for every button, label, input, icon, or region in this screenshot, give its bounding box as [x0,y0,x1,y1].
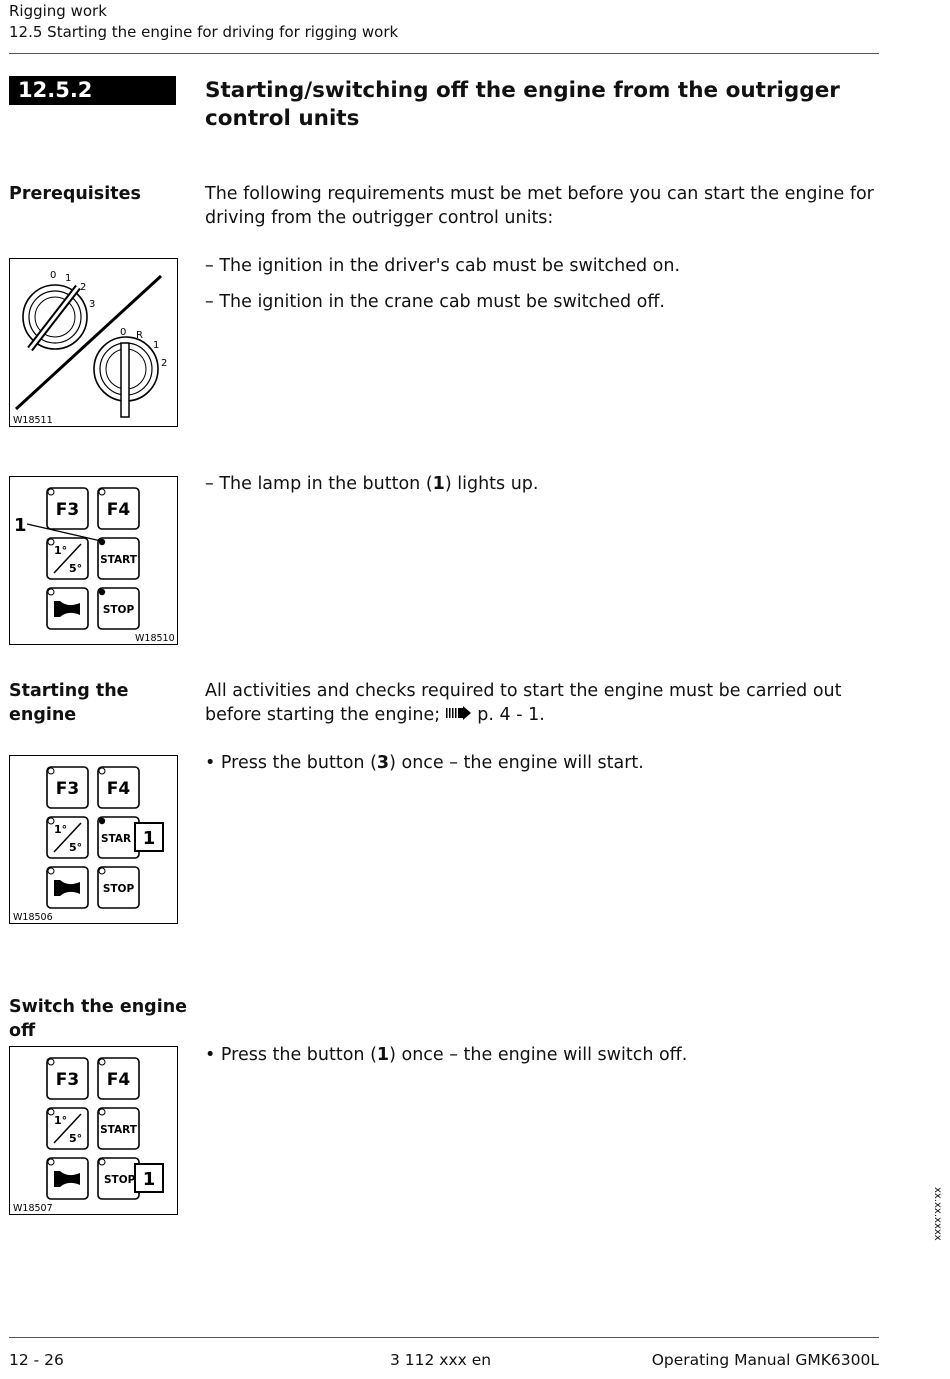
start-step: • Press the button (3) once – the engine will start. [205,753,644,773]
key1-mark-1: 1 [65,273,72,284]
start-key-label: STAR [101,833,132,845]
rpm-key-bottom-label: 5° [69,562,83,575]
page-reference[interactable]: p. 4 - 1. [477,705,545,725]
f4-key-label: F4 [106,779,131,799]
switch-off-label: Switch the engine off [9,997,188,1041]
stop-key-label: STOP [104,1174,136,1186]
figure-control-panel-lamp [9,476,178,645]
f3-key-label: F3 [55,500,80,520]
starting-text-main: All activities and checks required to start the engine must be carried out before starting the engine; [205,681,842,725]
switch-off-step-num: 1 [376,1045,390,1065]
section-number: 12.5.2 [9,76,176,105]
figure-ignition-switches [9,258,178,427]
ignition-key-right-icon [94,337,158,417]
footer-page-number: 12 - 26 [9,1351,64,1369]
start-step-before: Press the button ( [220,753,377,773]
start-step-after: ) once – the engine will start. [389,753,644,773]
header-rule [9,53,879,54]
rpm-key-top-label: 1° [54,1114,68,1127]
footer-rule [9,1337,879,1338]
prerequisite-item-1-text: The ignition in the driver's cab must be switched on. [219,256,681,276]
side-code: xx.xx.xxxx [932,1187,943,1241]
start-lamp-icon [99,539,105,545]
figure-id: W18507 [13,1203,53,1214]
switch-off-step: • Press the button (1) once – the engine will switch off. [205,1045,688,1065]
figure-id: W18510 [135,633,175,644]
rpm-key-bottom-label: 5° [69,841,83,854]
footer-manual-title: Operating Manual GMK6300L [651,1351,879,1369]
key1-mark-2: 2 [80,282,87,293]
prerequisites-label: Prerequisites [9,184,141,204]
lamp-item-before: The lamp in the button ( [219,474,433,494]
callout-number: 1 [142,1169,156,1190]
key2-mark-2: 2 [161,358,168,369]
key1-mark-0: 0 [50,270,57,281]
key1-mark-3: 3 [89,299,96,310]
f3-key-label: F3 [55,1070,80,1090]
rpm-key-top-label: 1° [54,544,68,557]
figure-id: W18506 [13,912,53,923]
prerequisite-item-2-text: The ignition in the crane cab must be switched off. [219,292,665,312]
lamp-item: – The lamp in the button (1) lights up. [205,474,539,494]
prerequisite-item-1: – The ignition in the driver's cab must be switched on. [205,256,681,276]
stop-key-label: STOP [102,604,135,616]
prerequisite-item-2: – The ignition in the crane cab must be switched off. [205,292,665,312]
callout-number: 1 [14,515,27,536]
start-key-label: START [100,554,137,566]
header-section: 12.5 Starting the engine for driving for rigging work [9,23,399,41]
callout-number: 1 [142,828,156,849]
figure-id: W18511 [13,415,53,426]
f4-key-label: F4 [106,500,131,520]
figure-control-panel-stop [9,1046,178,1215]
key2-mark-r: R [136,330,143,341]
key2-mark-0: 0 [120,327,127,338]
rpm-key-top-label: 1° [54,823,68,836]
starting-text [205,679,880,727]
stop-key-label: STOP [102,883,135,895]
switch-off-step-before: Press the button ( [220,1045,377,1065]
header-chapter: Rigging work [9,2,107,20]
f3-key-label: F3 [55,779,80,799]
switch-off-step-after: ) once – the engine will switch off. [389,1045,688,1065]
starting-label: Starting the engine [9,681,129,725]
start-step-num: 3 [376,753,390,773]
footer-doc-number: 3 112 xxx en [390,1351,492,1369]
prerequisites-intro: The following requirements must be met before you can start the engine for driving from the outrigger control units: [205,184,874,228]
ignition-key-left-icon [23,285,87,349]
lamp-item-num: 1 [432,474,445,494]
start-key-label: START [100,1124,137,1136]
f4-key-label: F4 [106,1070,131,1090]
lamp-item-after: ) lights up. [444,474,539,494]
rpm-key-bottom-label: 5° [69,1132,83,1145]
section-title: Starting/switching off the engine from the outrigger control units [205,78,840,131]
reference-arrow-icon [446,703,472,727]
figure-control-panel-start [9,755,178,924]
key2-mark-1: 1 [153,340,160,351]
